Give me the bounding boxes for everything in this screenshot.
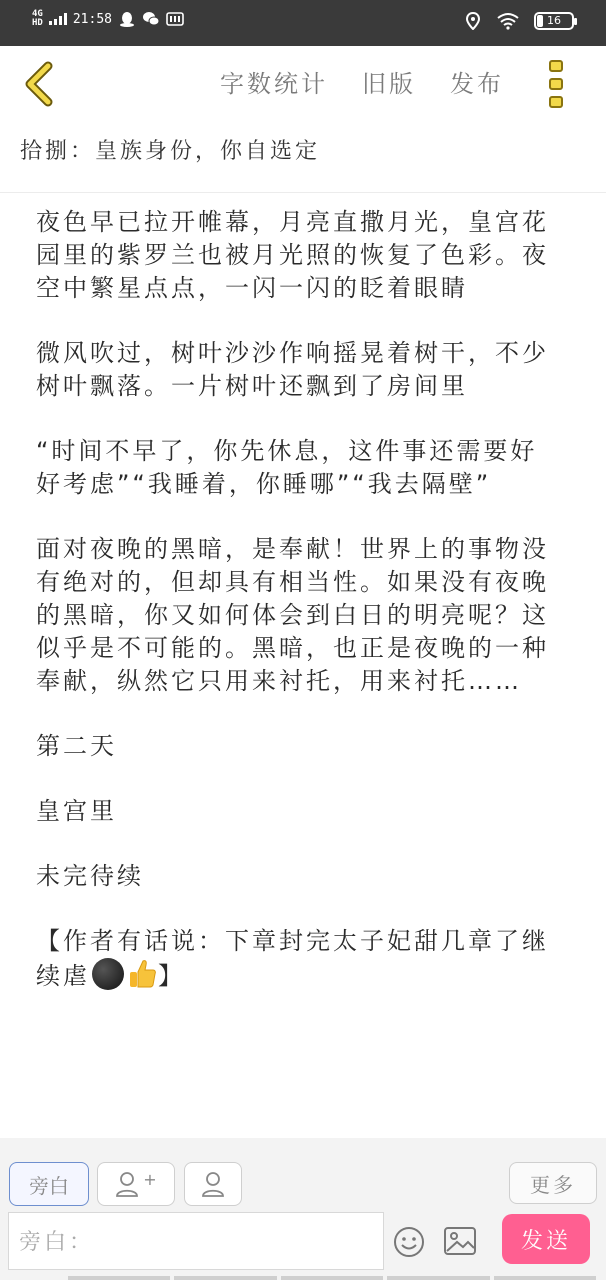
paragraph[interactable]: “时间不早了，你先休息，这件事还需要好好考虑”“我睡着，你睡哪”“我去隔壁” bbox=[36, 437, 538, 498]
paragraph[interactable]: 第二天 bbox=[36, 732, 117, 760]
battery-icon bbox=[534, 12, 574, 30]
author-note[interactable] bbox=[36, 925, 552, 993]
status-bar bbox=[0, 0, 606, 46]
role-button[interactable] bbox=[184, 1162, 242, 1206]
back-arrow-icon[interactable] bbox=[20, 60, 60, 108]
paragraph[interactable]: 夜色早已拉开帷幕，月亮直撒月光，皇宫花园里的紫罗兰也被月光照的恢复了色彩。夜空中繁星点点，一闪一闪的眨着眼睛 bbox=[36, 208, 549, 302]
person-icon bbox=[115, 1171, 141, 1197]
image-icon[interactable] bbox=[443, 1226, 477, 1256]
paragraph[interactable]: 微风吹过，树叶沙沙作响摇晃着树干，不少树叶飘落。一片树叶还飘到了房间里 bbox=[36, 339, 549, 400]
send-button[interactable]: 发送 bbox=[502, 1214, 590, 1264]
paragraph[interactable]: 皇宫里 bbox=[36, 797, 117, 825]
battery-level: 16 bbox=[547, 14, 561, 27]
narration-tab-label: 旁白 bbox=[29, 1173, 69, 1198]
paragraph[interactable]: 未完待续 bbox=[36, 862, 144, 890]
dark-face-emoji-icon bbox=[92, 958, 124, 990]
author-note-text: 【作者有话说：下章封完太子妃甜几章了继续虐 bbox=[36, 927, 549, 990]
old-version-button[interactable]: 旧版 bbox=[362, 70, 416, 98]
person-icon bbox=[200, 1171, 226, 1197]
network-hd: HD bbox=[32, 18, 43, 28]
word-count-button[interactable]: 字数统计 bbox=[220, 70, 328, 98]
chapter-title[interactable]: 拾捌：皇族身份，你自选定 bbox=[20, 139, 321, 164]
author-note-close: 】 bbox=[158, 962, 185, 990]
clock: 21:58 bbox=[72, 11, 112, 27]
nav-indicator bbox=[68, 1276, 596, 1280]
plus-label: + bbox=[143, 1169, 157, 1189]
emoji-icon[interactable] bbox=[393, 1226, 425, 1258]
qq-icon bbox=[118, 10, 136, 28]
add-role-button[interactable] bbox=[97, 1162, 175, 1206]
status-right bbox=[464, 12, 574, 30]
wechat-icon bbox=[142, 10, 160, 28]
network-indicator bbox=[32, 10, 43, 28]
app-bar bbox=[0, 46, 606, 122]
thumbs-up-emoji-icon bbox=[126, 958, 158, 990]
status-left bbox=[32, 10, 184, 28]
paragraph[interactable]: 面对夜晚的黑暗，是奉献！世界上的事物没有绝对的，但却具有相当性。如果没有夜晚的黑暗，你又如何体会到白日的明亮呢？这似乎是不可能的。黑暗，也正是夜晚的一种奉献，纵然它只用来衬托，用来衬托…… bbox=[36, 535, 549, 695]
story-content[interactable] bbox=[36, 206, 552, 1025]
more-button[interactable]: 更多 bbox=[509, 1162, 597, 1204]
wifi-icon bbox=[496, 12, 520, 30]
location-icon bbox=[464, 12, 482, 30]
narration-input[interactable]: 旁白： bbox=[8, 1212, 384, 1270]
app-bar-actions bbox=[220, 64, 504, 99]
publish-button[interactable]: 发布 bbox=[450, 70, 504, 98]
signal-icon bbox=[49, 13, 67, 25]
network-type: 4G bbox=[32, 9, 43, 19]
narration-tab[interactable] bbox=[9, 1162, 89, 1206]
composer-panel bbox=[0, 1138, 606, 1280]
more-menu-icon[interactable] bbox=[549, 60, 565, 108]
divider bbox=[0, 192, 606, 193]
iqiyi-icon bbox=[166, 10, 184, 28]
